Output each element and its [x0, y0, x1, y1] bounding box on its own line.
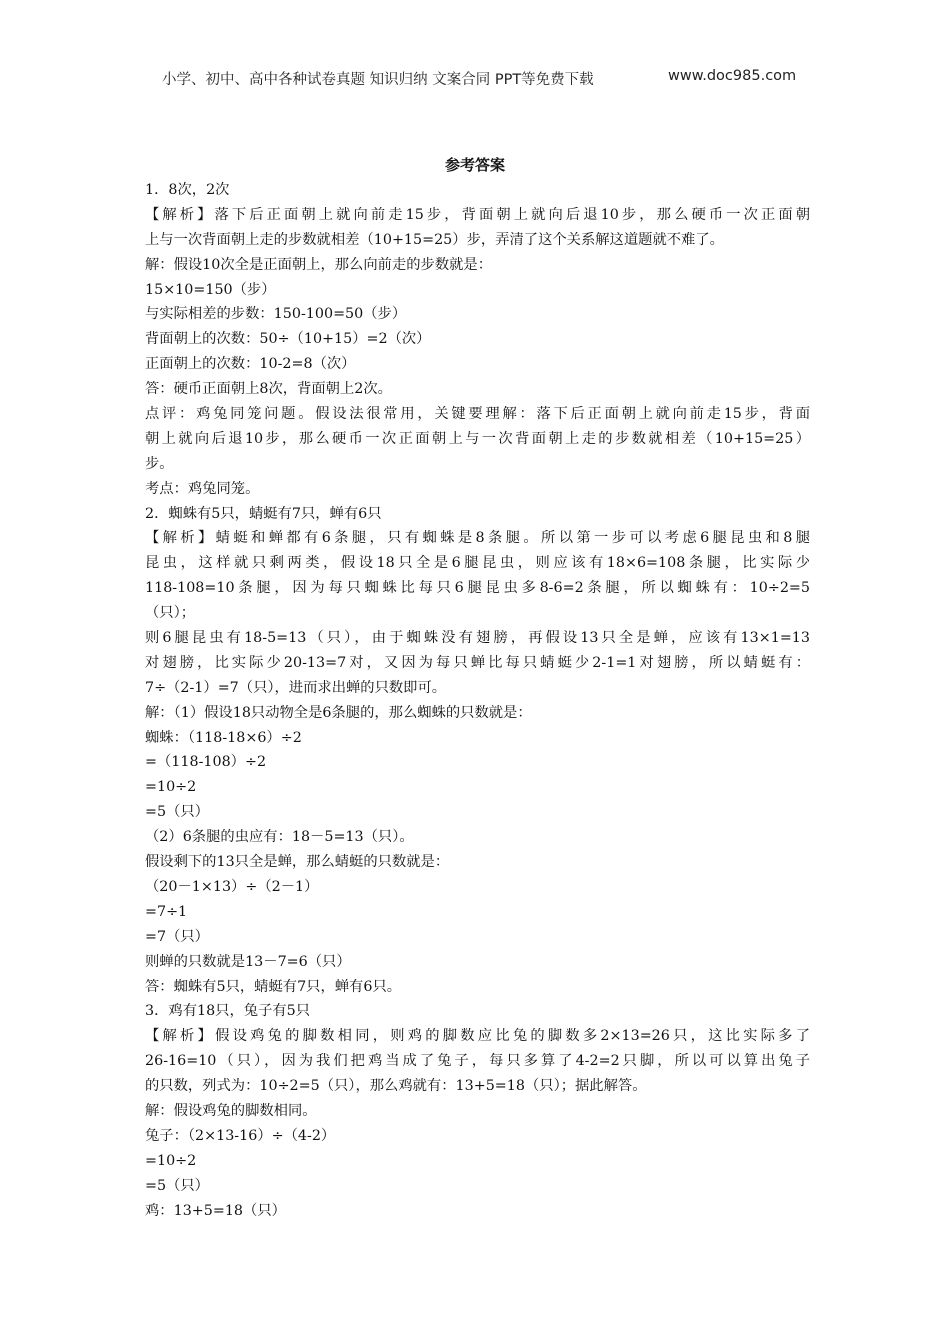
text-line: 答：蜘蛛有5只，蜻蜓有7只，蝉有6只。: [145, 978, 402, 995]
text-line: 假设剩下的13只全是蝉，那么蜻蜓的只数就是：: [145, 854, 450, 871]
header-website: www.doc985.com: [668, 68, 797, 84]
page-header: [0, 66, 950, 92]
text-line: （20－1×13）÷（2－1）: [145, 878, 319, 895]
text-line: 则蝉的只数就是13－7=6（只）: [145, 953, 351, 970]
text-line: 昆虫，这样就只剩两类，假设18只全是6腿昆虫，则应该有18×6=108条腿，比实际少: [145, 555, 810, 572]
text-line: 【解析】假设鸡兔的脚数相同，则鸡的脚数应比兔的脚数多2×13=26只，这比实际多了: [145, 1028, 810, 1045]
text-line: 上与一次背面朝上走的步数就相差（10+15=25）步，弄清了这个关系解这道题就不难了。: [145, 231, 724, 248]
text-line: =10÷2: [145, 1152, 197, 1169]
text-line: 则6腿昆虫有18-5=13（只），由于蜘蛛没有翅膀，再假设13只全是蝉，应该有13×1=13: [145, 630, 810, 647]
text-line: 步。: [145, 455, 174, 472]
text-line: 正面朝上的次数：10-2=8（次）: [145, 356, 356, 373]
answer-body: [145, 178, 810, 1223]
text-line: 【解析】蜻蜓和蝉都有6条腿，只有蜘蛛是8条腿。所以第一步可以考虑6腿昆虫和8腿: [145, 530, 810, 547]
text-line: 【解析】落下后正面朝上就向前走15步，背面朝上就向后退10步，那么硬币一次正面朝: [145, 206, 810, 223]
text-line: =5（只）: [145, 1177, 209, 1194]
text-line: =7÷1: [145, 903, 188, 920]
text-line: 与实际相差的步数：150-100=50（步）: [145, 306, 407, 323]
document-title: 参考答案: [444, 156, 505, 174]
text-line: 答：硬币正面朝上8次，背面朝上2次。: [145, 381, 392, 398]
text-line: 7÷（2-1）=7（只），进而求出蝉的只数即可。: [145, 679, 447, 696]
text-line: 1．8次，2次: [145, 182, 230, 198]
text-line: 3．鸡有18只，兔子有5只: [145, 1003, 311, 1020]
text-line: =7（只）: [145, 928, 209, 945]
text-line: 解：假设10次全是正面朝上，那么向前走的步数就是：: [145, 256, 493, 273]
text-line: 蜘蛛：（118-18×6）÷2: [145, 729, 302, 746]
text-line: 26-16=10（只），因为我们把鸡当成了兔子，每只多算了4-2=2只脚，所以可以算出兔子: [145, 1053, 810, 1070]
text-line: 的只数，列式为：10÷2=5（只），那么鸡就有：13+5=18（只）；据此解答。: [145, 1078, 647, 1095]
text-line: 解：（1）假设18只动物全是6条腿的，那么蜘蛛的只数就是：: [145, 704, 532, 721]
text-line: 鸡：13+5=18（只）: [145, 1202, 286, 1219]
text-line: 2．蜘蛛有5只，蜻蜓有7只，蝉有6只: [145, 505, 382, 522]
text-line: 背面朝上的次数：50÷（10+15）=2（次）: [145, 331, 431, 348]
text-line: =10÷2: [145, 779, 197, 796]
text-line: 朝上就向后退10步，那么硬币一次正面朝上与一次背面朝上走的步数就相差（10+15=25）: [145, 430, 810, 447]
text-line: 118-108=10条腿，因为每只蜘蛛比每只6腿昆虫多8-6=2条腿，所以蜘蛛有：10÷2=5: [145, 580, 810, 597]
text-line: 点评：鸡兔同笼问题。假设法很常用，关键要理解：落下后正面朝上就向前走15步，背面: [145, 406, 810, 423]
text-line: （2）6条腿的虫应有：18－5=13（只）。: [145, 829, 414, 846]
text-line: 考点：鸡兔同笼。: [145, 480, 260, 497]
header-slogan: 小学、初中、高中各种试卷真题 知识归纳 文案合同 PPT等免费下载: [162, 72, 594, 88]
text-line: 解：假设鸡兔的脚数相同。: [145, 1102, 317, 1119]
text-line: =（118-108）÷2: [145, 754, 267, 771]
text-line: 兔子：（2×13-16）÷（4-2）: [145, 1127, 336, 1144]
text-line: =5（只）: [145, 804, 209, 821]
text-line: 15×10=150（步）: [145, 281, 276, 298]
text-line: （只）；: [145, 605, 196, 622]
text-line: 对翅膀，比实际少20-13=7对，又因为每只蝉比每只蜻蜓少2-1=1对翅膀，所以蜻蜓有：: [145, 654, 810, 671]
